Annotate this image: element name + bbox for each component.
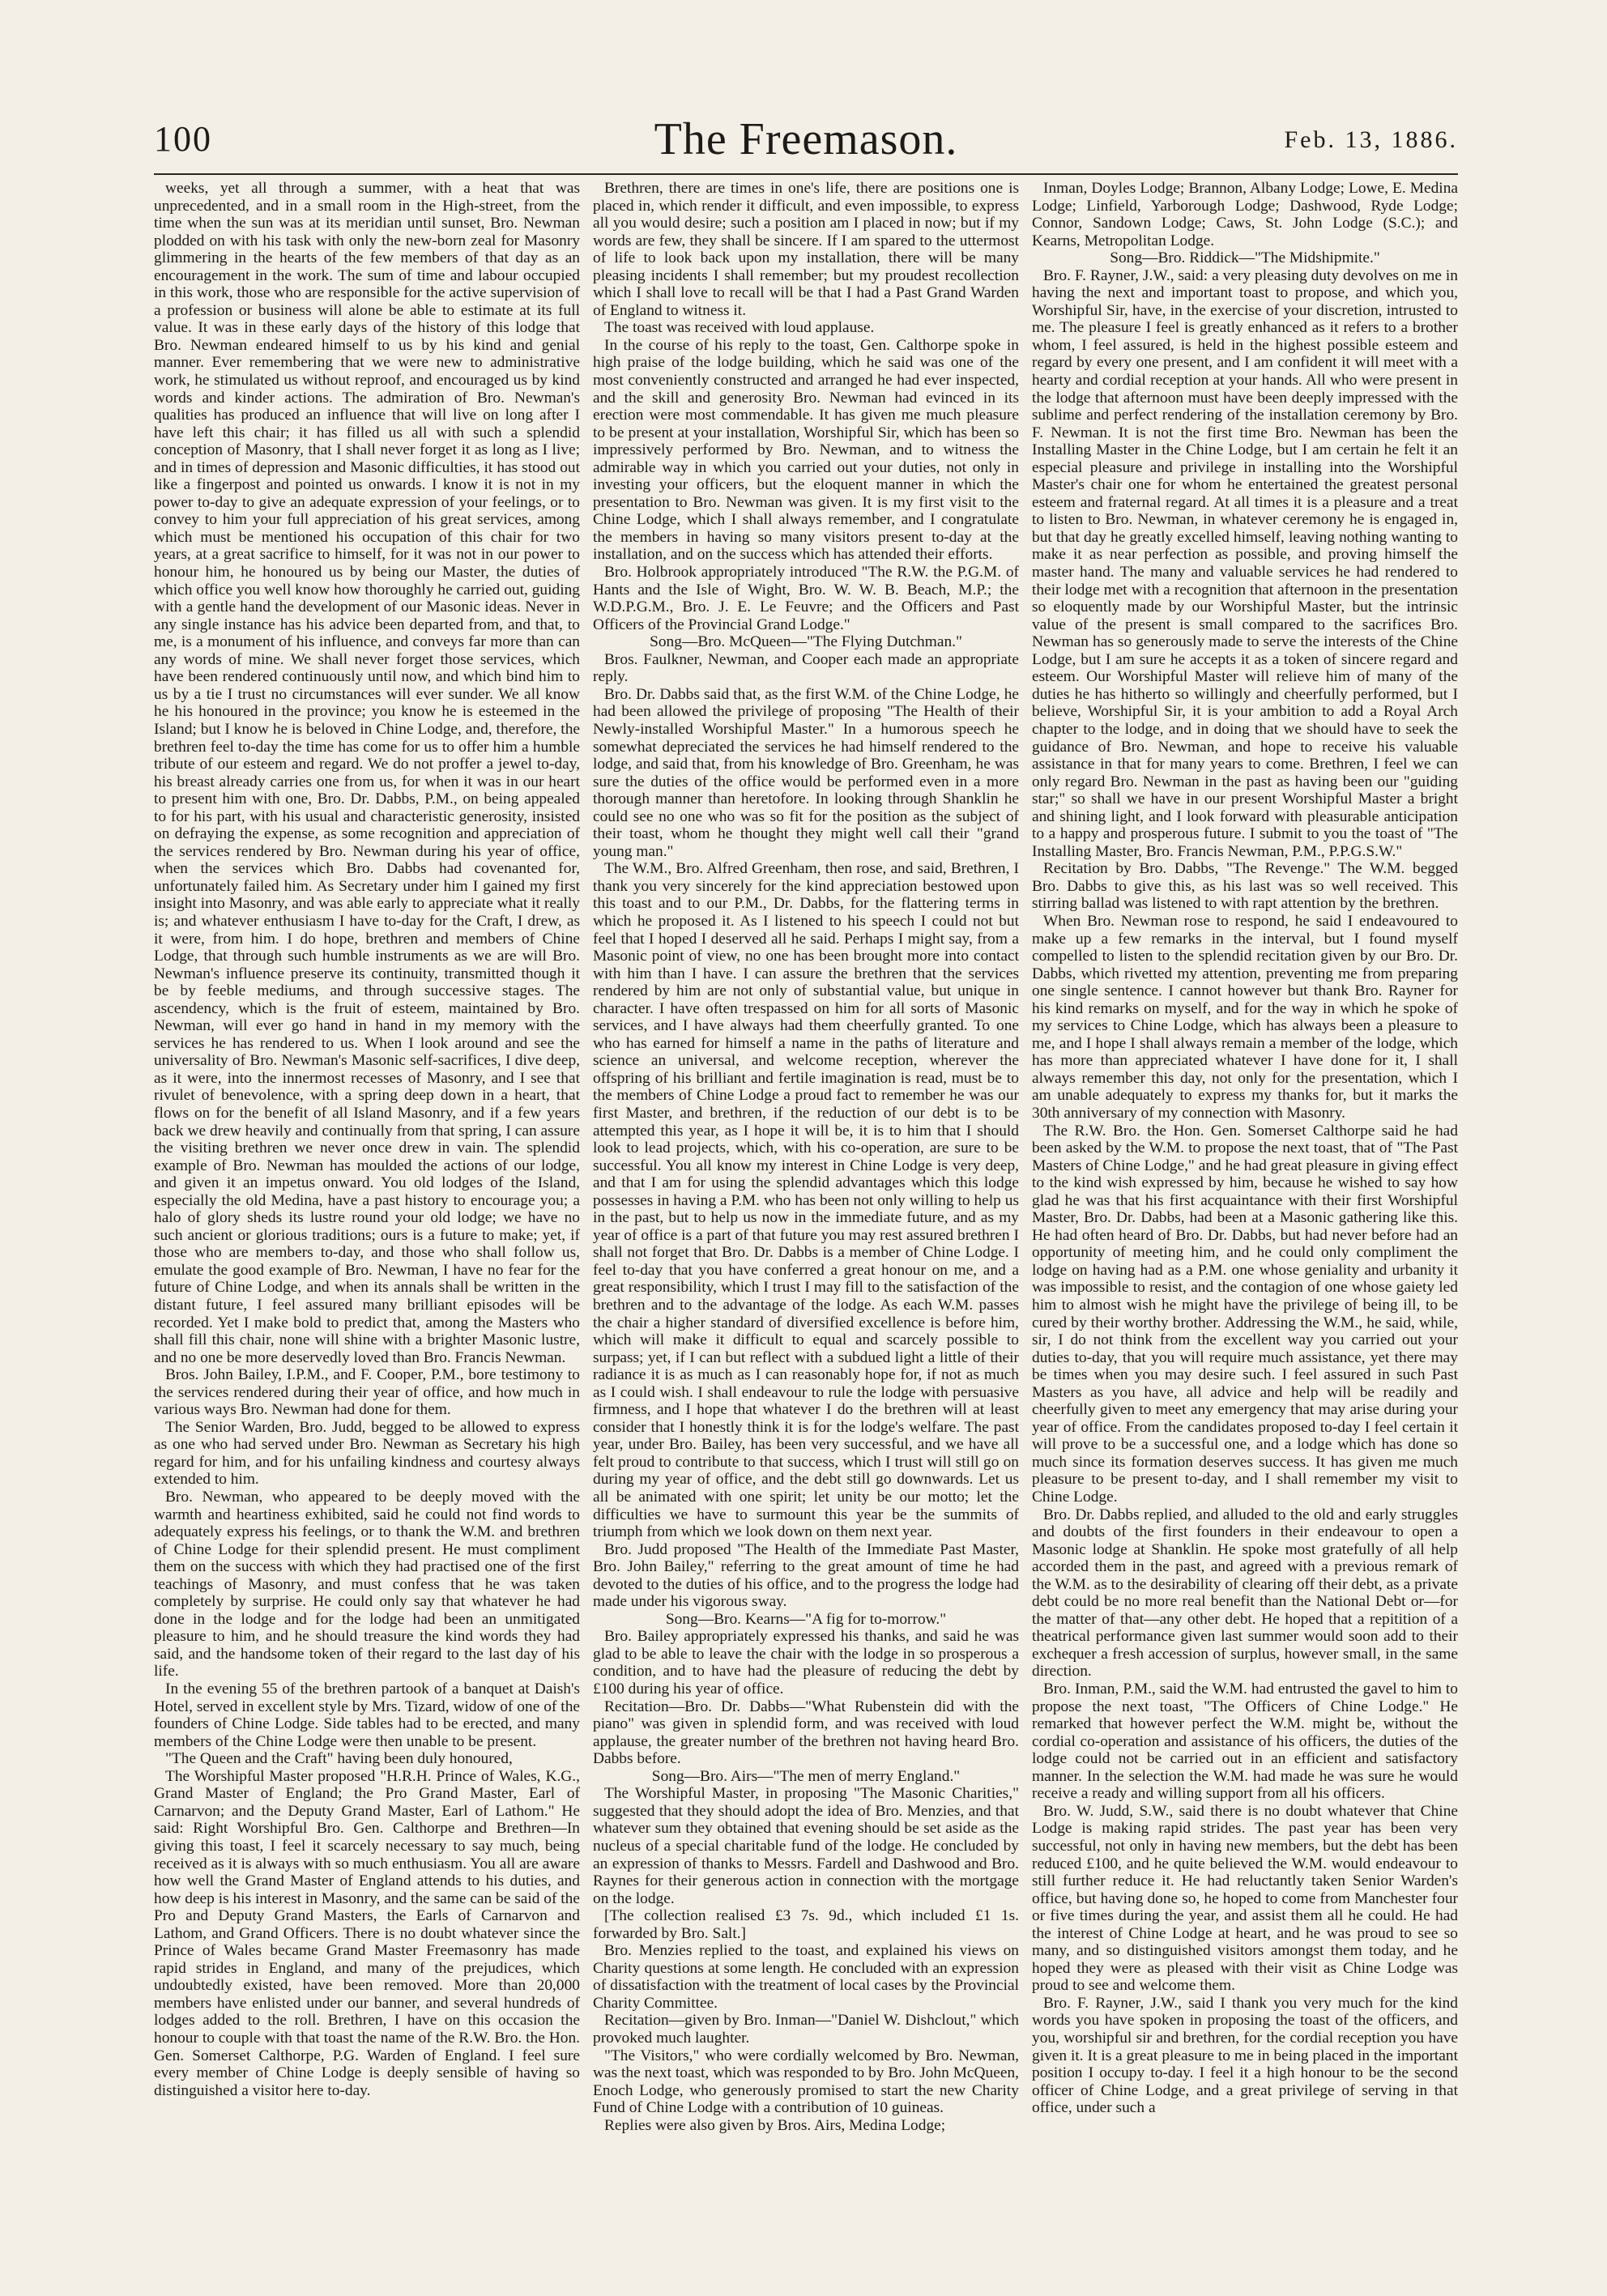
- article-paragraph: Song—Bro. Airs—"The men of merry England.": [651, 1767, 961, 1785]
- article-paragraph: Song—Bro. McQueen—"The Flying Dutchman.": [650, 633, 962, 651]
- masthead: [154, 113, 1458, 168]
- article-paragraph: Replies were also given by Bros. Airs, Medina Lodge;: [604, 2116, 946, 2134]
- article-paragraph: Recitation—Bro. Dr. Dabbs—"What Rubenstein did with the piano" was given in splendid form, and was received with loud applause, the greater number of the brethren not having heard Bro. Dabbs before.: [593, 1698, 1019, 1768]
- article-paragraph: weeks, yet all through a summer, with a heat that was unprecedented, and in a small room in the High-street, from the time when the sun was at its meridian until sunset, Bro. Newman plodded on with his task with only the new-born zeal for Masonry glimmering in the hearts of the few members of that day as an encouragement in the work. The sum of time and labour occupied in this work, those who are responsible for the active supervision of a profession or business will alone be able to estimate at its full value. It was in these early days of the history of this lodge that Bro. Newman endeared himself to us by his kind and genial manner. Ever remembering that we were new to administrative work, he stimulated us without reproof, and encouraged us by kind words and kinder actions. The admiration of Bro. Newman's qualities has produced an influence that will live on long after I have left this chair; it has filled us all with such a splendid conception of Masonry, that I shall never forget it as long as I live; and in times of depression and Masonic difficulties, it has stood out like a fingerpost and pointed us onwards. I know it is not in my power to-day to give an adequate expression of your feelings, or to convey to him your full appreciation of his great services, among which must be mentioned his occupation of this chair for two years, at a great sacrifice to himself, for it was not in our power to honour him, he honoured us by being our Master, the duties of which office you well know how thoroughly he carried out, guiding with a gentle hand the development of our Masonic ideas. Never in any single instance has his advice been departed from, and that, to me, is a monument of his influence, and conveys far more than can any words of mine. We shall never forget those services, which have been rendered continuously until now, and which bind him to us by a tie I trust no circumstances will ever sunder. We all know he his honoured in the province; you know he is esteemed in the Island; but I know he is beloved in Chine Lodge, and, therefore, the brethren feel to-day the time has come for us to offer him a humble tribute of our esteem and regard. We do not proffer a jewel to-day, his breast already carries one from us, for when it was in our heart to present him with one, Bro. Dr. Dabbs, P.M., on being appealed to for his part, with his usual and characteristic generosity, insisted on defraying the expense, as some recognition and appreciation of the services rendered by Bro. Newman during his year of office, when the services which Bro. Dabbs had covenanted for, unfortunately failed him. As Secretary under him I gained my first insight into Masonry, and was able early to appreciate what it really is; and whatever enthusiasm I have to-day for the Craft, I drew, as it were, from him. I do hope, brethren and members of Chine Lodge, that through such humble instruments as we are will Bro. Newman's influence preserve its continuity, transmitted though it be by feeble mediums, and through successive stages. The ascendency, which is the fruit of esteem, maintained by Bro. Newman, will ever go hand in hand in my memory with the services he has rendered to us. When I look around and see the universality of Bro. Newman's Masonic self-sacrifices, I dive deep, as it were, into the innermost recesses of Masonry, and I see that rivulet of benevolence, with a spring deep down in a heart, that flows on for the benefit of all Island Masonry, and if a few years back we drew heavily and continually from that spring, I can assure the visiting brethren we never once drew in vain. The splendid example of Bro. Newman has moulded the actions of our lodge, and given it an impetus onward. You old lodges of the Island, especially the old Medina, have a past history to encourage you; a halo of glory sheds its lustre round your old lodge; we have no such ancient or glorious traditions; ours is a future to make; yet, if those who are members to-day, and those who shall follow us, emulate the good example of Bro. Newman, I have no fear for the future of Chine Lodge, and when its annals shall be written in the distant future, I feel assured many brilliant episodes will be recorded. Yet I make bold to predict that, among the Masters who shall fill this chair, none will shine with a brighter Masonic lustre, and no one be more deservedly loved than Bro. Francis Newman.: [154, 180, 580, 1366]
- issue-date: Feb. 13, 1886.: [1284, 126, 1458, 153]
- article-paragraph: The R.W. Bro. the Hon. Gen. Somerset Calthorpe said he had been asked by the W.M. to propose the next toast, that of "The Past Masters of Chine Lodge," and he had great pleasure in giving effect to the kind wish expressed by him, because he wished to say how glad he was that his first acquaintance with their first Worshipful Master, Bro. Dr. Dabbs, had been at a Masonic gathering like this. He had often heard of Bro. Dr. Dabbs, but had never before had an opportunity of meeting him, and he could only compliment the lodge on having had as a P.M. one whose geniality and urbanity it was impossible to resist, and the contagion of one whose gaiety led him to almost wish he might have the privilege of being ill, to be cured by their worthy brother. Addressing the W.M., he said, while, sir, I do not think from the excellent way you carried out your duties to-day, that you will require much assistance, yet there may be times when you may desire such. I feel assured in such Past Masters as you have, all advice and help will be readily and cheerfully given to meet any emergency that may arise during your year of office. From the candidates proposed to-day I feel certain it will prove to be a successful one, and a lodge which has done so much since its formation deserves success. It has given me much pleasure to be present to-day, and I shall remember my visit to Chine Lodge.: [1032, 1122, 1458, 1506]
- article-paragraph: Inman, Doyles Lodge; Brannon, Albany Lodge; Lowe, E. Medina Lodge; Linfield, Yarborough Lodge; Dashwood, Ryde Lodge; Connor, Sandown Lodge; Caws, St. John Lodge (S.C.); and Kearns, Metropolitan Lodge.: [1032, 180, 1458, 249]
- article-paragraph: The Worshipful Master proposed "H.R.H. Prince of Wales, K.G., Grand Master of England; the Pro Grand Master, Earl of Carnarvon; and the Deputy Grand Master, Earl of Lathom." He said: Right Worshipful Bro. Gen. Calthorpe and Brethren—In giving this toast, I feel it scarcely necessary to say much, being received as it is always with so much enthusiasm. You all are aware how well the Grand Master of England attends to his duties, and how deep is his interest in Masonry, and the same can be said of the Pro and Deputy Grand Masters, the Earls of Carnarvon and Lathom, and Grand Officers. There is no doubt whatever since the Prince of Wales became Grand Master Freemasonry has made rapid strides in England, and many of the prejudices, which undoubtedly existed, have been removed. More than 20,000 members have enlisted under our banner, and several hundreds of lodges added to the roll. Brethren, I have on this occasion the honour to couple with that toast the name of the R.W. Bro. the Hon. Gen. Somerset Calthorpe, P.G. Warden of England. I feel sure every member of Chine Lodge is deeply sensible of having so distinguished a visitor here to-day.: [154, 1767, 580, 2099]
- article-paragraph: "The Queen and the Craft" having been duly honoured,: [165, 1750, 513, 1768]
- article-paragraph: Bro. Dr. Dabbs said that, as the first W.M. of the Chine Lodge, he had been allowed the privilege of proposing "The Health of their Newly-installed Worshipful Master." In a humorous speech he somewhat depreciated the services he had himself rendered to the lodge, and said that, from his knowledge of Bro. Greenham, he was sure the duties of the office would be performed even in a more thorough manner than heretofore. In looking through Shanklin he could see no one who was so fit for the position as the subject of their toast, whom he thought they might well call their "grand young man.": [593, 685, 1019, 860]
- article-paragraph: When Bro. Newman rose to respond, he said I endeavoured to make up a few remarks in the interval, but I found myself compelled to listen to the splendid recitation given by our Bro. Dr. Dabbs, which rivetted my attention, preventing me from preparing one single sentence. I cannot however but thank Bro. Rayner for his kind remarks on myself, and for the way in which he spoke of my services to Chine Lodge, which has always been a pleasure to me, and I hope I shall always remain a member of the lodge, which has more than appreciated whatever I have done for it, I shall always remember this day, not only for the presentation, which I am unable adequately to express my thanks for, but it marks the 30th anniversary of my connection with Masonry.: [1032, 912, 1458, 1122]
- article-paragraph: "The Visitors," who were cordially welcomed by Bro. Newman, was the next toast, which was responded to by Bro. John McQueen, Enoch Lodge, who generously promised to start the new Charity Fund of Chine Lodge with a contribution of 10 guineas.: [593, 2047, 1019, 2117]
- article-paragraph: Bro. Newman, who appeared to be deeply moved with the warmth and heartiness exhibited, said he could not find words to adequately express his feelings, or to thank the W.M. and brethren of Chine Lodge for their splendid present. He must compliment them on the success with which they had practised one of the first teachings of Masonry, and must confess that he was taken completely by surprise. He could only say that whatever he had done in the lodge and for the lodge had been an unmitigated pleasure to him, and he should treasure the kind words they had said, and the handsome token of their regard to the last day of his life.: [154, 1489, 580, 1680]
- article-paragraph: Recitation—given by Bro. Inman—"Daniel W. Dishclout," which provoked much laughter.: [593, 2012, 1019, 2047]
- article-paragraph: Bro. W. Judd, S.W., said there is no doubt whatever that Chine Lodge is making rapid strides. The past year has been very successful, not only in having new members, but the debt has been reduced £100, and he quite believed the W.M. would endeavour to still further reduce it. He had reluctantly taken Senior Warden's office, but having done so, he hoped to come from Manchester four or five times during the year, and assist them all he could. He had the interest of Chine Lodge at heart, and he was proud to see so many, and so distinguished visitors amongst them today, and he hoped they were as pleased with their visit as Chine Lodge was proud to see and welcome them.: [1032, 1802, 1458, 1995]
- article-paragraph: Bro. F. Rayner, J.W., said I thank you very much for the kind words you have spoken in proposing the toast of the officers, and you, worshipful sir and brethren, for the cordial reception you have given it. It is a great pleasure to me in being placed in the important position I occupy to-day. I feel it a high honour to be the second officer of Chine Lodge, and a great privilege of serving in that office, under such a: [1032, 1994, 1458, 2117]
- article-paragraph: Bros. Faulkner, Newman, and Cooper each made an appropriate reply.: [593, 650, 1019, 686]
- article-paragraph: [The collection realised £3 7s. 9d., which included £1 1s. forwarded by Bro. Salt.]: [593, 1907, 1019, 1942]
- article-paragraph: Recitation by Bro. Dabbs, "The Revenge." The W.M. begged Bro. Dabbs to give this, as his last was so well received. This stirring ballad was listened to with rapt attention by the brethren.: [1032, 860, 1458, 913]
- article-paragraph: Bro. Menzies replied to the toast, and explained his views on Charity questions at some length. He concluded with an expression of dissatisfaction with the treatment of local cases by the Provincial Charity Committee.: [593, 1942, 1019, 2012]
- page-number: 100: [154, 119, 212, 159]
- article-paragraph: The toast was received with loud applause.: [604, 319, 875, 337]
- article-paragraph: Bros. John Bailey, I.P.M., and F. Cooper, P.M., bore testimony to the services rendered during their year of office, and how much in various ways Bro. Newman had done for them.: [154, 1366, 580, 1419]
- article-columns: [154, 180, 1458, 2263]
- column-3: [1032, 180, 1458, 2263]
- article-paragraph: Bro. Holbrook appropriately introduced "The R.W. the P.G.M. of Hants and the Isle of Wight, Bro. W. W. B. Beach, M.P.; the W.D.P.G.M., Bro. J. E. Le Feuvre; and the Officers and Past Officers of the Provincial Grand Lodge.": [593, 564, 1019, 633]
- article-paragraph: The W.M., Bro. Alfred Greenham, then rose, and said, Brethren, I thank you very sincerely for the kind appreciation bestowed upon this toast and to our P.M., Dr. Dabbs, for the flattering terms in which he proposed it. As I listened to his speech I could not but feel that I hoped I deserved all he said. Perhaps I might say, from a Masonic point of view, no one has been brought more into contact with him than I have. I can assure the brethren that the services rendered by him are not only of substantial value, but unique in character. I have often trespassed on him for all sorts of Masonic services, and I have always had them cheerfully granted. To one who has earned for himself a name in the paths of literature and science an universal, and welcome reception, wherever the offspring of his brilliant and fertile imagination is read, must be to the members of Chine Lodge a proud fact to remember he was our first Master, and brethren, if the reduction of our debt is to be attempted this year, as I hope it will be, it is to him that I should look to lead projects, which, with his co-operation, are sure to be successful. You all know my interest in Chine Lodge is very deep, and that I am for using the splendid advantages which this lodge possesses in having a P.M. who has been not only willing to help us in the past, but to help us now in the immediate future, and as my year of office is a part of that future you may rest assured brethren I shall not forget that Bro. Dr. Dabbs is a member of Chine Lodge. I feel to-day that you have conferred a great honour on me, and a great responsibility, which I trust I may fill to the satisfaction of the brethren and to the advantage of the lodge. As each W.M. passes the chair a higher standard of diversified excellence is before him, which will make it difficult to equal and scarcely possible to surpass; yet, if I can but reflect with a subdued light a little of their radiance it is as much as I can reasonably hope for, if not as much as I could wish. I shall endeavour to rule the lodge with persuasive firmness, and I hope that whatever I do the brethren will at least consider that I honestly think it is for the lodge's welfare. The past year, under Bro. Bailey, has been very successful, and we have all felt proud to contribute to that success, which I trust will still go on during my year of office, and the debt still go downwards. Let us all be animated with one spirit; let unity be our motto; let the difficulties we have to surmount this year be the summits of triumph from which we look down on them next year.: [593, 860, 1019, 1541]
- column-1: [154, 180, 580, 2263]
- article-paragraph: In the course of his reply to the toast, Gen. Calthorpe spoke in high praise of the lodge building, which he said was one of the most conveniently constructed and arranged he had ever inspected, and the skill and generosity Bro. Newman had evinced in its erection were most commendable. It has given me much pleasure to be present at your installation, Worshipful Sir, which has been so impressively performed by Bro. Newman, and to witness the admirable way in which you carried out your duties, not only in investing your officers, but the eloquent manner in which the presentation to Bro. Newman was given. It is my first visit to the Chine Lodge, which I shall always remember, and I congratulate the members in having so many visitors present to-day at the installation, and on the success which has attended their efforts.: [593, 336, 1019, 564]
- article-paragraph: Bro. F. Rayner, J.W., said: a very pleasing duty devolves on me in having the next and important toast to propose, and which you, Worshipful Sir, have, in the exercise of your discretion, intrusted to me. The pleasure I feel is greatly enhanced as it refers to a brother whom, I feel assured, is held in the highest possible esteem and regard by every one present, and I am confident it will meet with a hearty and cordial reception at your hands. All who were present in the lodge that afternoon must have been deeply impressed with the sublime and perfect rendering of the installation ceremony by Bro. F. Newman. It is not the first time Bro. Newman has been the Installing Master in the Chine Lodge, but I am certain he felt it an especial pleasure and privilege in installing into the Worshipful Master's chair one for whom he entertained the greatest personal esteem and fraternal regard. At all times it is a pleasure and a treat to listen to Bro. Newman, in whatever ceremony he is engaged in, but that day he greatly excelled himself, leaving nothing wanting to make it as near perfection as possible, and proving himself the master hand. The many and valuable services he had rendered to their lodge met with a recognition that afternoon in the presentation so eloquently made by our Worshipful Master, but the intrinsic value of the present is small compared to the sacrifices Bro. Newman has so generously made to serve the interests of the Chine Lodge, but I am sure he accepts it as a token of sincere regard and esteem. Our Worshipful Master will relieve him of many of the duties he has hitherto so willingly and cheerfully performed, but I believe, Worshipful Sir, it is your ambition to add a Royal Arch chapter to the lodge, and in doing that we should have to seek the guidance of Bro. Newman, and hope to receive his valuable assistance in that for many years to come. Brethren, I feel we can only regard Bro. Newman in the past as having been our "guiding star;" so shall we have in our present Worshipful Master a bright and shining light, and I look forward with pleasurable anticipation to a happy and prosperous future. I submit to you the toast of "The Installing Master, Bro. Francis Newman, P.M., P.P.G.S.W.": [1032, 266, 1458, 860]
- article-paragraph: Bro. Dr. Dabbs replied, and alluded to the old and early struggles and doubts of the first founders in their endeavour to open a Masonic lodge at Shanklin. He spoke most gratefully of all help accorded them in the past, and agreed with a previous remark of the W.M. as to the desirability of clearing off their debt, as a private debt could be no more real benefit than the National Debt or—for the matter of that—any other debt. He hoped that a repitition of a theatrical performance given last summer would soon add to their exchequer a fresh accession of surplus, however small, in the same direction.: [1032, 1506, 1458, 1680]
- article-paragraph: Song—Bro. Kearns—"A fig for to-morrow.": [665, 1610, 947, 1628]
- article-paragraph: Brethren, there are times in one's life, there are positions one is placed in, which render it difficult, and even impossible, to express all you would desire; such a position am I placed in now; but if my words are few, they shall be sincere. If I am spared to the uttermost of life to look back upon my installation, there will be many pleasing incidents I shall remember; but my proudest recollection which I shall love to recall will be that I had a Past Grand Warden of England to witness it.: [593, 180, 1019, 319]
- article-paragraph: In the evening 55 of the brethren partook of a banquet at Daish's Hotel, served in excellent style by Mrs. Tizard, widow of one of the founders of Chine Lodge. Side tables had to be erected, and many members of the Chine Lodge were then unable to be present.: [154, 1680, 580, 1750]
- article-paragraph: Song—Bro. Riddick—"The Midshipmite.": [1110, 249, 1380, 267]
- newspaper-title: The Freemason.: [654, 114, 958, 164]
- article-paragraph: Bro. Bailey appropriately expressed his thanks, and said he was glad to be able to leave the chair with the lodge in so prosperous a condition, and to have had the pleasure of reducing the debt by £100 during his year of office.: [593, 1628, 1019, 1698]
- article-paragraph: The Worshipful Master, in proposing "The Masonic Charities," suggested that they should adopt the idea of Bro. Menzies, and that whatever sum they obtained that evening should be set aside as the nucleus of a special charitable fund of the lodge. He concluded by an expression of thanks to Messrs. Fardell and Dashwood and Bro. Raynes for their generous action in connection with the mortgage on the lodge.: [593, 1785, 1019, 1907]
- column-2: [593, 180, 1019, 2263]
- masthead-rule: [154, 173, 1458, 175]
- article-paragraph: The Senior Warden, Bro. Judd, begged to be allowed to express as one who had served under Bro. Newman as Secretary his high regard for him, and for his unfailing kindness and courtesy always extended to him.: [154, 1418, 580, 1489]
- article-paragraph: Bro. Inman, P.M., said the W.M. had entrusted the gavel to him to propose the next toast, "The Officers of Chine Lodge." He remarked that however perfect the W.M. might be, without the cordial co-operation and assistance of his officers, the duties of the lodge could not be carried out in an efficient and satisfactory manner. In the selection the W.M. had made he was sure he would receive a ready and willing support from all his officers.: [1032, 1680, 1458, 1803]
- article-paragraph: Bro. Judd proposed "The Health of the Immediate Past Master, Bro. John Bailey," referring to the great amount of time he had devoted to the duties of his office, and to the progress the lodge had made under his vigorous sway.: [593, 1540, 1019, 1611]
